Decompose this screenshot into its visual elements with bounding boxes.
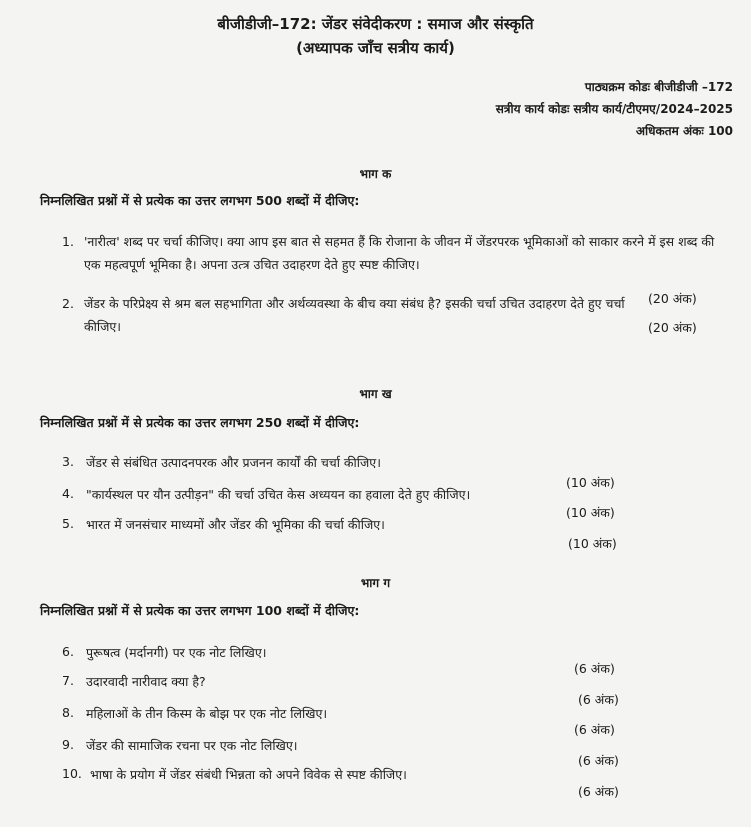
question-text: जेंडर के परिप्रेक्ष्य से श्रम बल सहभागिता और अर्थव्यवस्था के बीच क्या संबंध है? इसकी चर्चा उचित उदाहरण देते हुए चर्चा कीजिए। bbox=[84, 296, 625, 334]
section-instruction-a: निम्नलिखित प्रश्नों में से प्रत्येक का उत्तर लगभग 500 शब्दों में दीजिए: bbox=[40, 193, 360, 208]
question-number: 10. bbox=[62, 766, 82, 781]
question-number: 1. bbox=[62, 234, 74, 249]
question-text: 'नारीत्व' शब्द पर चर्चा कीजिए। क्या आप इस बात से सहमत हैं कि रोजाना के जीवन में जेंडरपरक भूमिकाओं को साकार करने में इस शब्द की एक महत्वपूर्ण भूमिका है। अपना उत्त्र उचित उदाहरण देते हुए स्पष्ट कीजिए। bbox=[84, 234, 715, 272]
question-marks: (10 अंक) bbox=[566, 505, 615, 520]
question-text: "कार्यस्थल पर यौन उत्पीड़न" की चर्चा उचित केस अध्ययन का हवाला देते हुए कीजिए। bbox=[86, 487, 471, 502]
question-text: महिलाओं के तीन किस्म के बोझ पर एक नोट लिखिए। bbox=[86, 706, 328, 721]
question-text: भारत में जनसंचार माध्यमों और जेंडर की भूमिका की चर्चा कीजिए। bbox=[86, 517, 385, 532]
max-marks: अधिकतम अंकः 100 bbox=[635, 124, 733, 138]
question-marks: (6 अंक) bbox=[578, 784, 619, 799]
question-number: 5. bbox=[62, 516, 74, 531]
question-number: 3. bbox=[62, 454, 74, 469]
question-number: 6. bbox=[62, 644, 74, 659]
question-text: जेंडर से संबंधित उत्पादनपरक और प्रजनन कार्यों की चर्चा कीजिए। bbox=[86, 455, 381, 470]
section-instruction-b: निम्नलिखित प्रश्नों में से प्रत्येक का उत्तर लगभग 250 शब्दों में दीजिए: bbox=[40, 415, 360, 430]
question-number: 8. bbox=[62, 705, 74, 720]
question-marks: (6 अंक) bbox=[574, 722, 615, 737]
question-marks: (20 अंक) bbox=[648, 291, 697, 306]
section-heading-a: भाग क bbox=[359, 167, 392, 181]
question-marks: (6 अंक) bbox=[578, 753, 619, 768]
question-text: जेंडर की सामाजिक रचना पर एक नोट लिखिए। bbox=[86, 738, 298, 753]
section-heading-b: भाग ख bbox=[359, 387, 392, 401]
question-text: पुरूषत्व (मर्दानगी) पर एक नोट लिखिए। bbox=[86, 645, 267, 660]
question-number: 2. bbox=[62, 296, 74, 311]
section-heading-c: भाग ग bbox=[360, 576, 391, 590]
question-marks: (10 अंक) bbox=[566, 475, 615, 490]
question-marks: (6 अंक) bbox=[574, 661, 615, 676]
question-marks: (6 अंक) bbox=[578, 692, 619, 707]
document-subtitle: (अध्यापक जाँच सत्रीय कार्य) bbox=[296, 39, 455, 57]
document-title: बीजीडीजी–172: जेंडर संवेदीकरण : समाज और संस्कृति bbox=[217, 15, 534, 33]
assignment-code: सत्रीय कार्य कोडः सत्रीय कार्य/टीएमए/2024–2025 bbox=[495, 102, 733, 116]
question-text: भाषा के प्रयोग में जेंडर संबंधी भिन्नता को अपने विवेक से स्पष्ट कीजिए। bbox=[90, 767, 407, 782]
question-number: 7. bbox=[62, 673, 74, 688]
question-text: उदारवादी नारीवाद क्या है? bbox=[86, 674, 206, 689]
question-number: 4. bbox=[62, 486, 74, 501]
question-marks: (20 अंक) bbox=[648, 320, 697, 335]
course-code: पाठ्यक्रम कोडः बीजीडीजी –172 bbox=[584, 80, 733, 94]
section-instruction-c: निम्नलिखित प्रश्नों में से प्रत्येक का उत्तर लगभग 100 शब्दों में दीजिए: bbox=[40, 603, 360, 618]
question-marks: (10 अंक) bbox=[568, 536, 617, 551]
question-number: 9. bbox=[62, 737, 74, 752]
